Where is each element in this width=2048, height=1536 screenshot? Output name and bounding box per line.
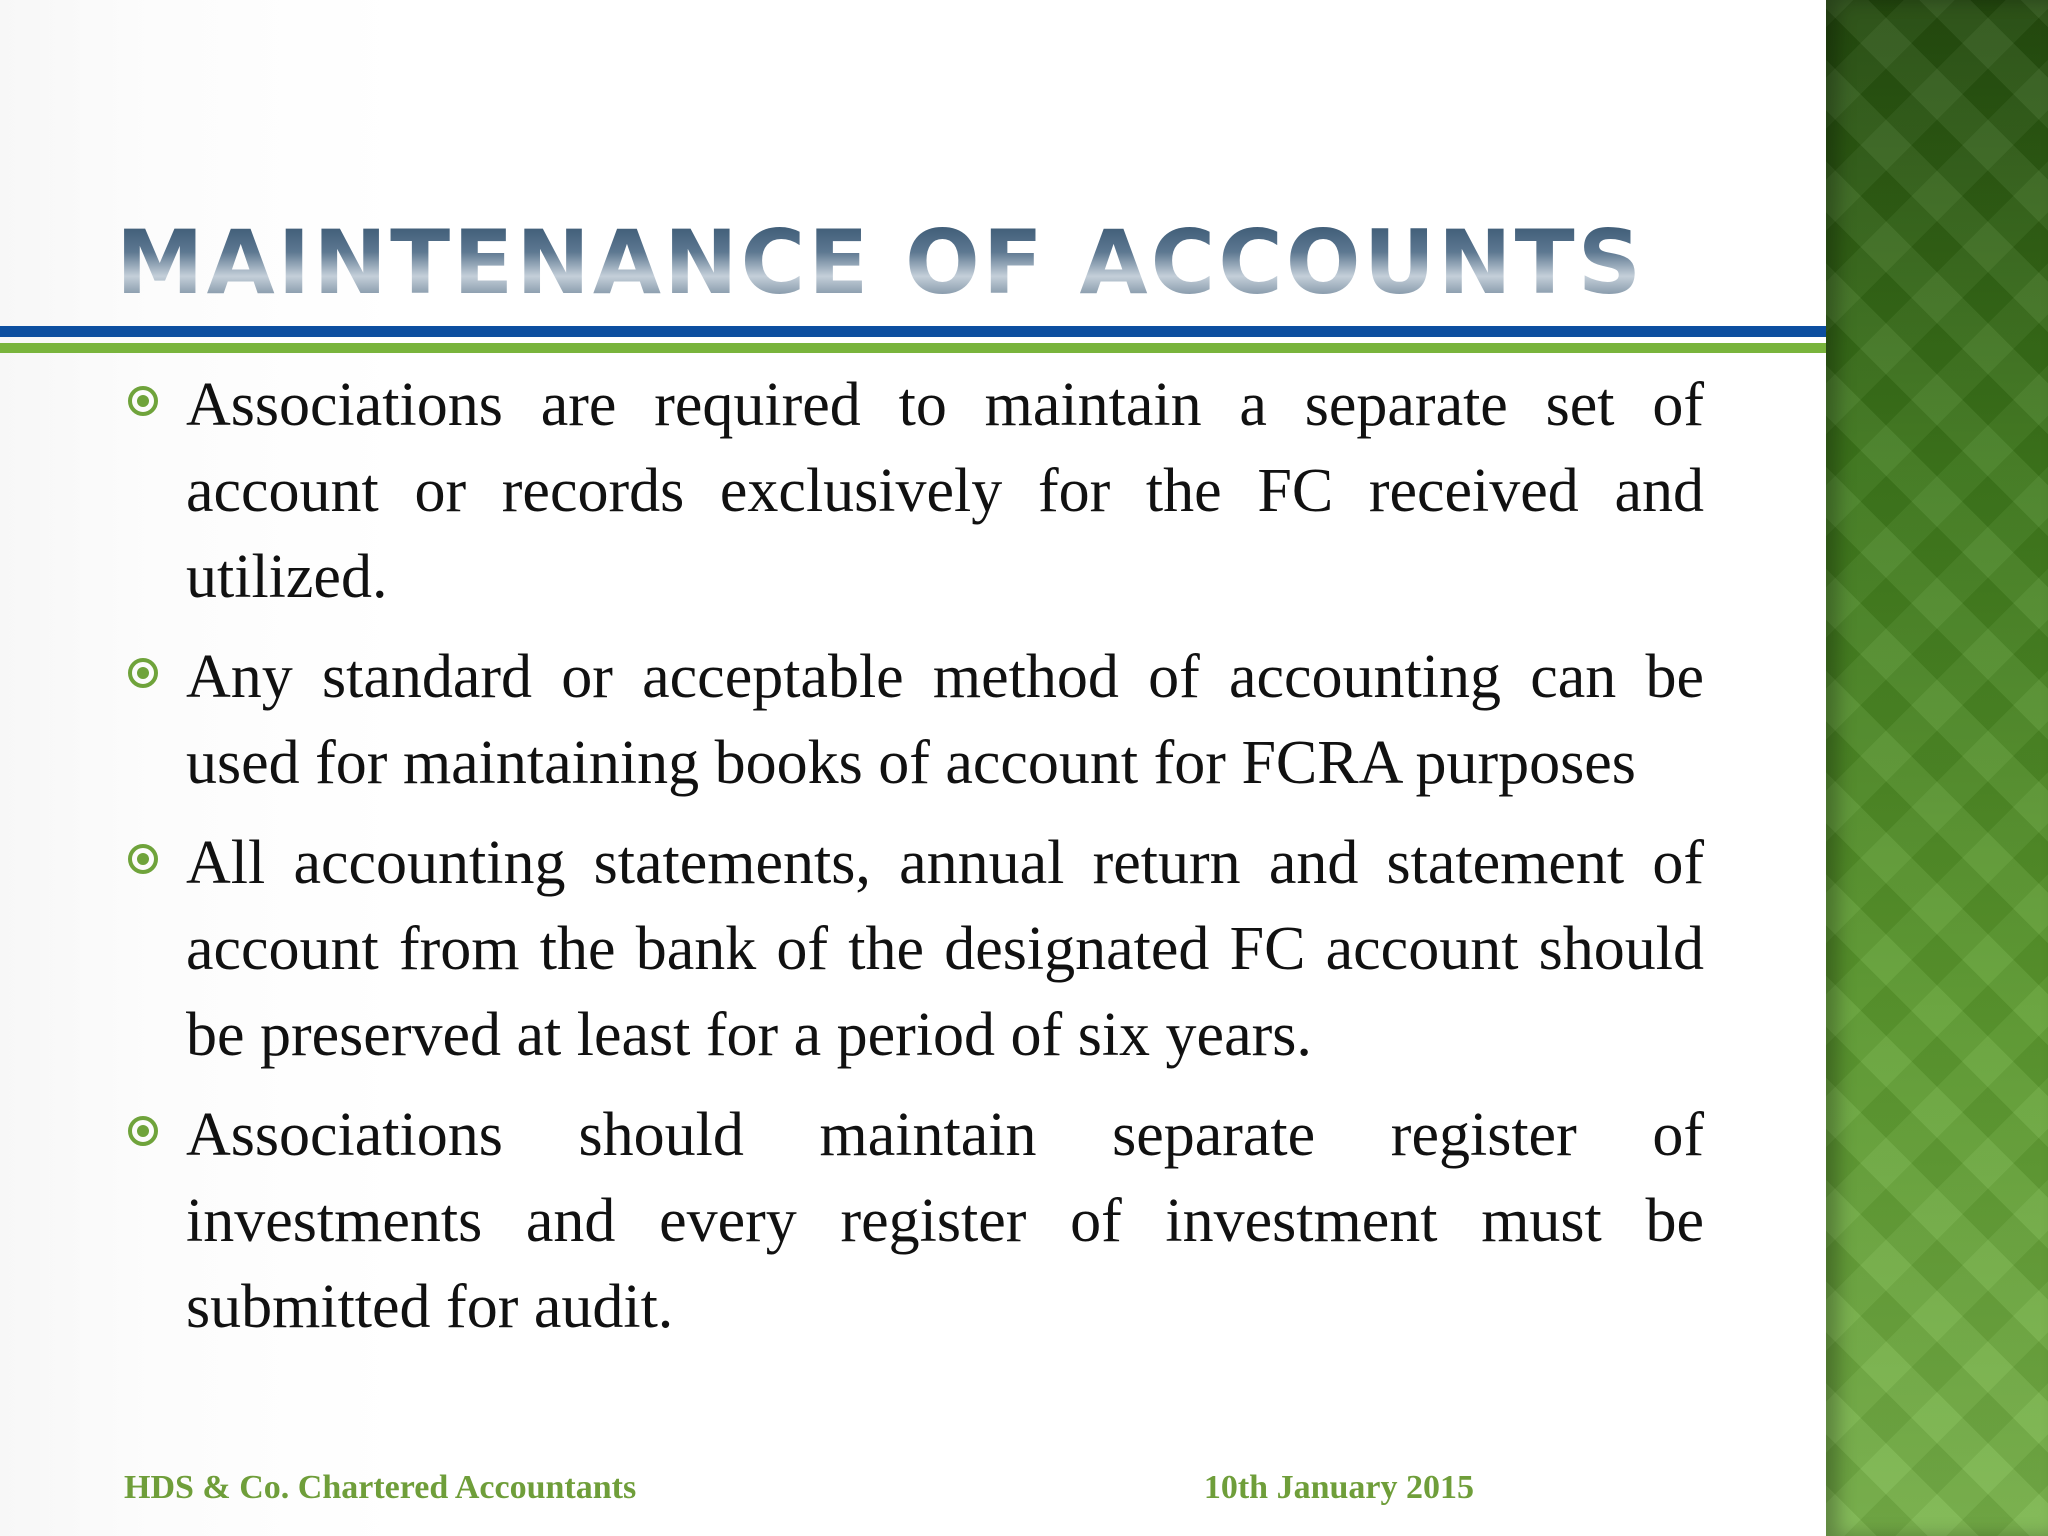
bullet-text: Associations are required to maintain a separate set of account or records exclusively for the FC received and utilized. xyxy=(186,371,1704,611)
title-divider-blue xyxy=(0,326,1826,337)
title-divider-green xyxy=(0,343,1826,353)
bullet-item xyxy=(126,1092,1704,1350)
bullet-list xyxy=(126,362,1704,1364)
bullet-text: All accounting statements, annual return and statement of account from the bank of the designated FC account should be preserved at least for a period of six years. xyxy=(186,829,1704,1069)
bullet-text: Any standard or acceptable method of accounting can be used for maintaining books of account for FCRA purposes xyxy=(186,643,1704,797)
slide-title: MAINTENANCE OF ACCOUNTS xyxy=(116,208,1644,318)
bullet-item xyxy=(126,634,1704,806)
circle-dot-icon xyxy=(128,386,158,416)
bullet-item xyxy=(126,362,1704,620)
circle-dot-icon xyxy=(128,658,158,688)
decorative-side-panel xyxy=(1826,0,2048,1536)
circle-dot-icon xyxy=(128,844,158,874)
bullet-text: Associations should maintain separate register of investments and every register of investment must be submitted for audit. xyxy=(186,1101,1704,1341)
footer-date: 10th January 2015 xyxy=(1203,1469,1474,1506)
bullet-item xyxy=(126,820,1704,1078)
footer-firm-name: HDS & Co. Chartered Accountants xyxy=(124,1469,637,1506)
circle-dot-icon xyxy=(128,1116,158,1146)
